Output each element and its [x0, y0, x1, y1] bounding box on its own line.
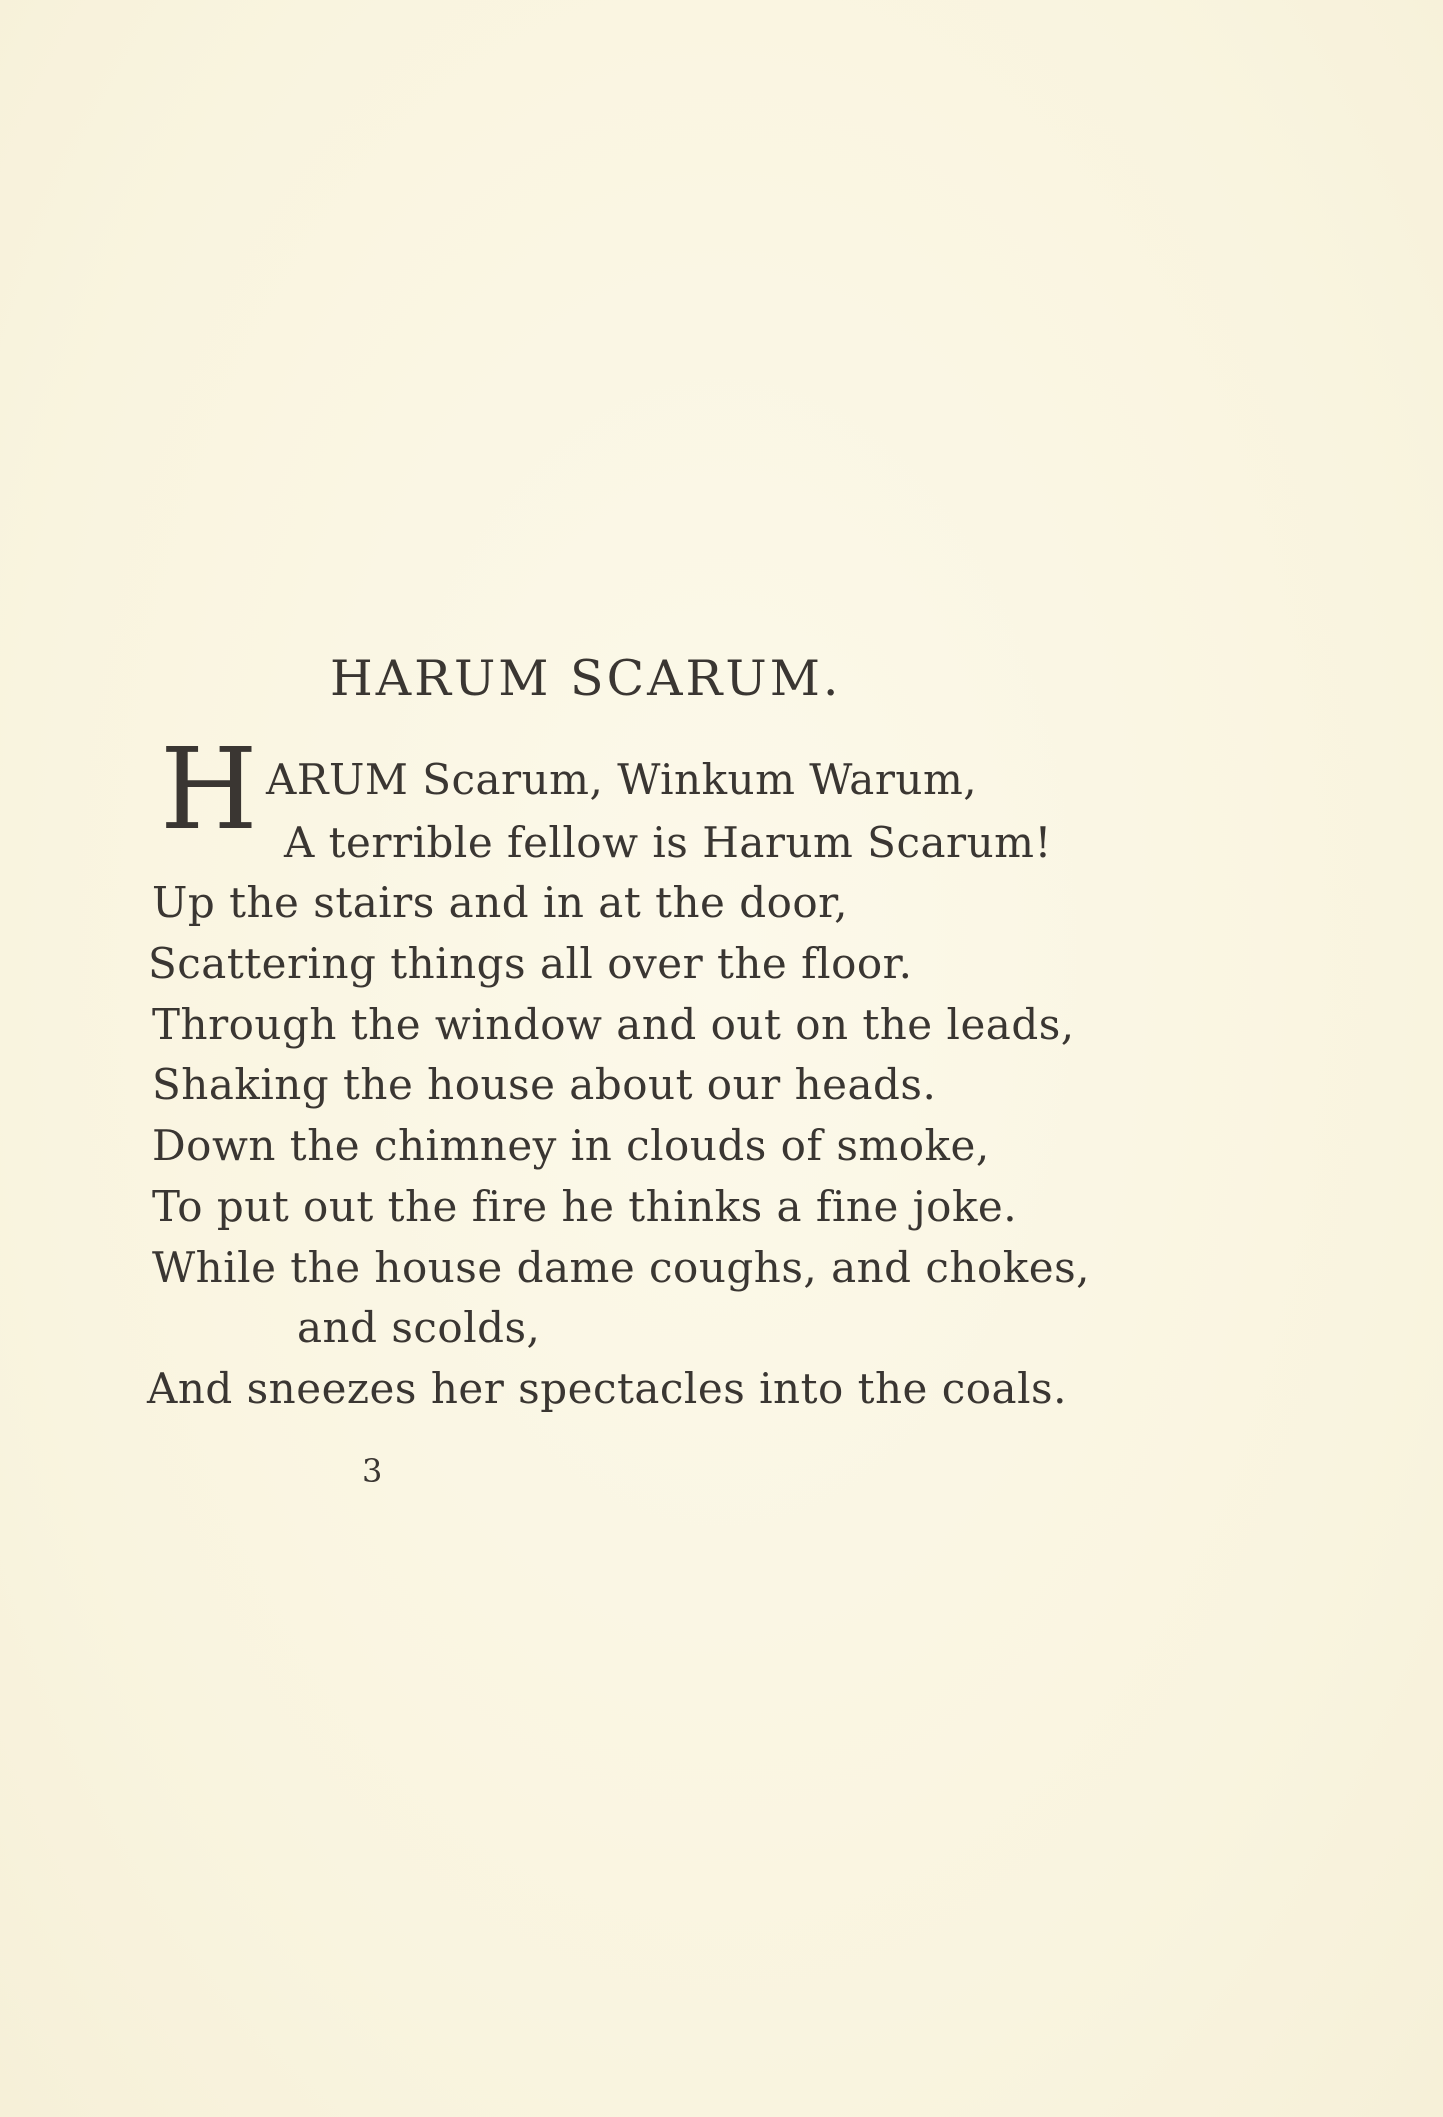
poem-line-7: Down the chimney in clouds of smoke, [152, 1121, 990, 1170]
page-number: 3 [362, 1452, 383, 1490]
poem-line-5: Through the window and out on the leads, [152, 1000, 1075, 1049]
poem-line-6: Shaking the house about our heads. [152, 1060, 937, 1109]
poem-line-3: Up the stairs and in at the door, [152, 878, 848, 927]
drop-cap: H [160, 725, 258, 855]
poem-title: HARUM SCARUM. [330, 650, 842, 707]
poem-line-2: A terrible fellow is Harum Scarum! [284, 818, 1052, 867]
poem-line-8: To put out the fire he thinks a fine joke. [152, 1182, 1018, 1231]
poem-line-1: ARUM Scarum, Winkum Warum, [266, 755, 978, 804]
poem-line-11: And sneezes her spectacles into the coals. [147, 1364, 1067, 1413]
poem-line-4: Scattering things all over the floor. [148, 939, 913, 988]
poem-line-9: While the house dame coughs, and chokes, [152, 1243, 1090, 1292]
poem-line-10: and scolds, [297, 1303, 541, 1352]
